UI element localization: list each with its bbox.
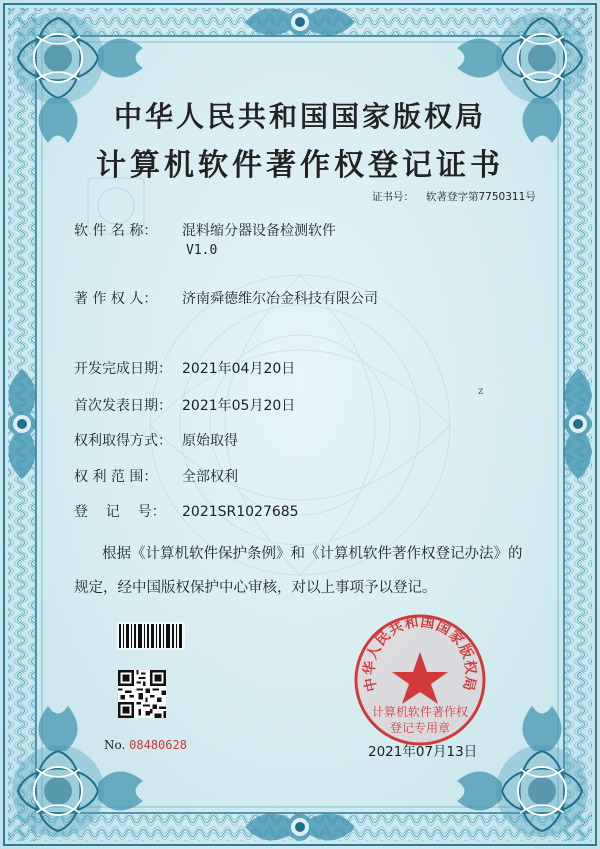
seal-ring-text: 中华人民共和国国家版权局 — [361, 614, 479, 694]
field-copyright-owner — [74, 288, 378, 308]
field-label: 权 利 范 围： — [74, 469, 158, 485]
statement-line-2: 规定，经中国版权保护中心审核，对以上事项予以登记。 — [74, 580, 437, 596]
field-label: 权利取得方式： — [74, 433, 172, 449]
serial-number — [104, 738, 187, 752]
official-seal — [352, 612, 488, 748]
field-value: 2021年04月20日 — [182, 361, 296, 377]
field-label: 著 作 权 人： — [74, 291, 158, 307]
qr-code — [118, 670, 166, 718]
field-value: 原始取得 — [182, 433, 238, 449]
issuing-authority: 中华人民共和国国家版权局 — [113, 100, 486, 133]
field-label: 登 记 号： — [74, 504, 166, 520]
seal-line-2: 登记专用章 — [389, 721, 451, 735]
certificate-number-value: 软著登字第7750311号 — [426, 191, 536, 203]
stray-mark: z — [478, 386, 484, 397]
field-label: 开发完成日期： — [74, 361, 172, 377]
software-version: V1.0 — [186, 243, 218, 258]
barcode — [117, 622, 185, 650]
field-software-name — [74, 220, 336, 240]
field-registration-number — [74, 501, 299, 521]
serial-prefix: No. — [104, 738, 126, 752]
field-label: 软 件 名 称： — [74, 223, 158, 239]
field-publish-date — [74, 395, 295, 415]
field-value: 2021年05月20日 — [182, 398, 296, 414]
field-value: 全部权利 — [182, 469, 238, 485]
field-completion-date — [74, 358, 295, 378]
issue-date: 2021年07月13日 — [368, 744, 478, 760]
serial-value: 08480628 — [129, 738, 187, 752]
field-acquisition-method — [74, 430, 238, 450]
seal-line-1: 计算机软件著作权 — [371, 705, 469, 719]
field-value: 2021SR1027685 — [182, 504, 299, 520]
field-value: 济南舜德维尔冶金科技有限公司 — [182, 291, 378, 307]
certificate-title: 计算机软件著作权登记证书 — [96, 148, 504, 183]
statement-line-1: 根据《计算机软件保护条例》和《计算机软件著作权登记办法》的 — [102, 546, 523, 562]
field-rights-scope — [74, 466, 238, 486]
certificate-number — [372, 189, 548, 204]
field-label: 首次发表日期： — [74, 398, 172, 414]
field-value: 混料缩分器设备检测软件 — [182, 223, 336, 239]
statement — [74, 537, 534, 605]
certificate-number-label: 证书号： — [372, 191, 414, 203]
